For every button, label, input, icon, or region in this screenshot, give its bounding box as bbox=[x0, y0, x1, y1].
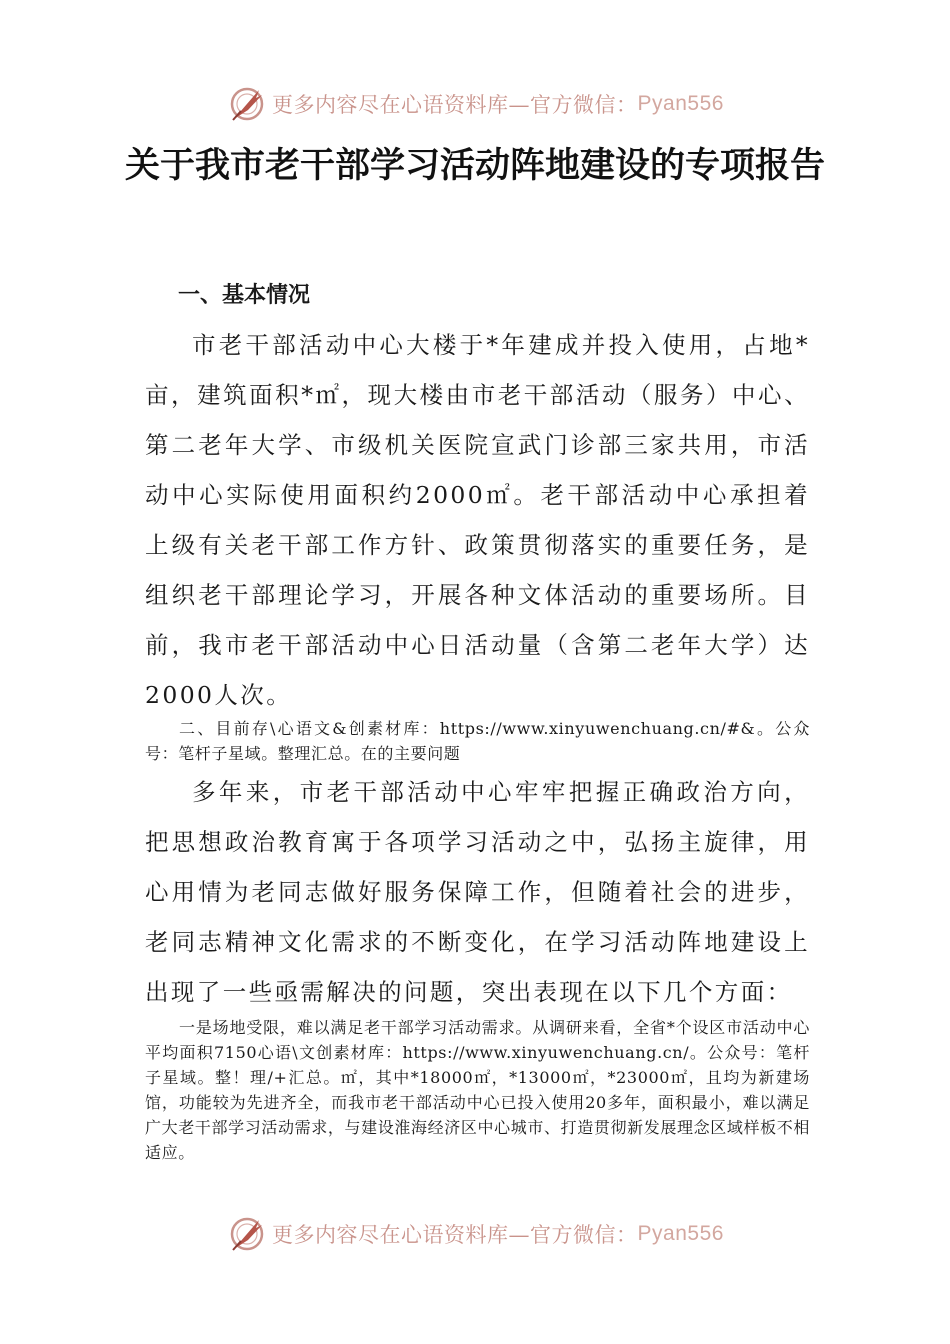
quill-pen-logo-icon bbox=[226, 83, 268, 125]
paragraph-main-problems: 多年来，市老干部活动中心牢牢把握正确政治方向，把思想政治教育寓于各项学习活动之中，弘扬主旋律，用心用情为老同志做好服务保障工作，但随着社会的进步，老同志精神文化需求的不断变化，在学习活动阵地建设上出现了一些亟需解决的问题，突出表现在以下几个方面： bbox=[145, 778, 810, 1006]
watermark-wechat-id: Pyan556 bbox=[637, 1222, 724, 1245]
section-heading-main-problems: 二、目前存\心语文&创素材库：https://www.xinyuwenchuang.cn/#&。公众号：笔杆子星域。整理汇总。在的主要问题 bbox=[145, 719, 810, 763]
paragraph-point-one-space-limited: 一是场地受限，难以满足老干部学习活动需求。从调研来看，全省*个设区市活动中心平均面积7150心语\文创素材库：https://www.xinyuwenchuang.cn/。公众号：笔杆子星域。整！理/+汇总。㎡，其中*18000㎡，*13000㎡，*23000㎡，且均为新建场馆，功能较为先进齐全，而我市老干部活动中心已投入使用20多年，面积最小，难以满足广大老干部学习活动需求，与建设淮海经济区中心城市、打造贯彻新发展理念区域样板不相适应。 bbox=[145, 1018, 810, 1162]
section-heading-basic-situation: 一、基本情况 bbox=[178, 282, 311, 308]
quill-pen-logo-icon bbox=[226, 1213, 268, 1255]
paragraph-basic-situation: 市老干部活动中心大楼于*年建成并投入使用，占地*亩，建筑面积*㎡，现大楼由市老干部活动（服务）中心、第二老年大学、市级机关医院宣武门诊部三家共用，市活动中心实际使用面积约2000㎡。老干部活动中心承担着上级有关老干部工作方针、政策贯彻落实的重要任务，是组织老干部理论学习，开展各种文体活动的重要场所。目前，我市老干部活动中心日活动量（含第二老年大学）达2000人次。 bbox=[145, 331, 810, 709]
document-title: 关于我市老干部学习活动阵地建设的专项报告 bbox=[124, 145, 825, 186]
watermark-text: 更多内容尽在心语资料库—官方微信： bbox=[272, 1223, 638, 1247]
watermark-banner-bottom bbox=[0, 1212, 950, 1256]
watermark-text: 更多内容尽在心语资料库—官方微信： bbox=[272, 93, 638, 117]
watermark-banner-top bbox=[0, 82, 950, 126]
watermark-wechat-id: Pyan556 bbox=[637, 92, 724, 115]
